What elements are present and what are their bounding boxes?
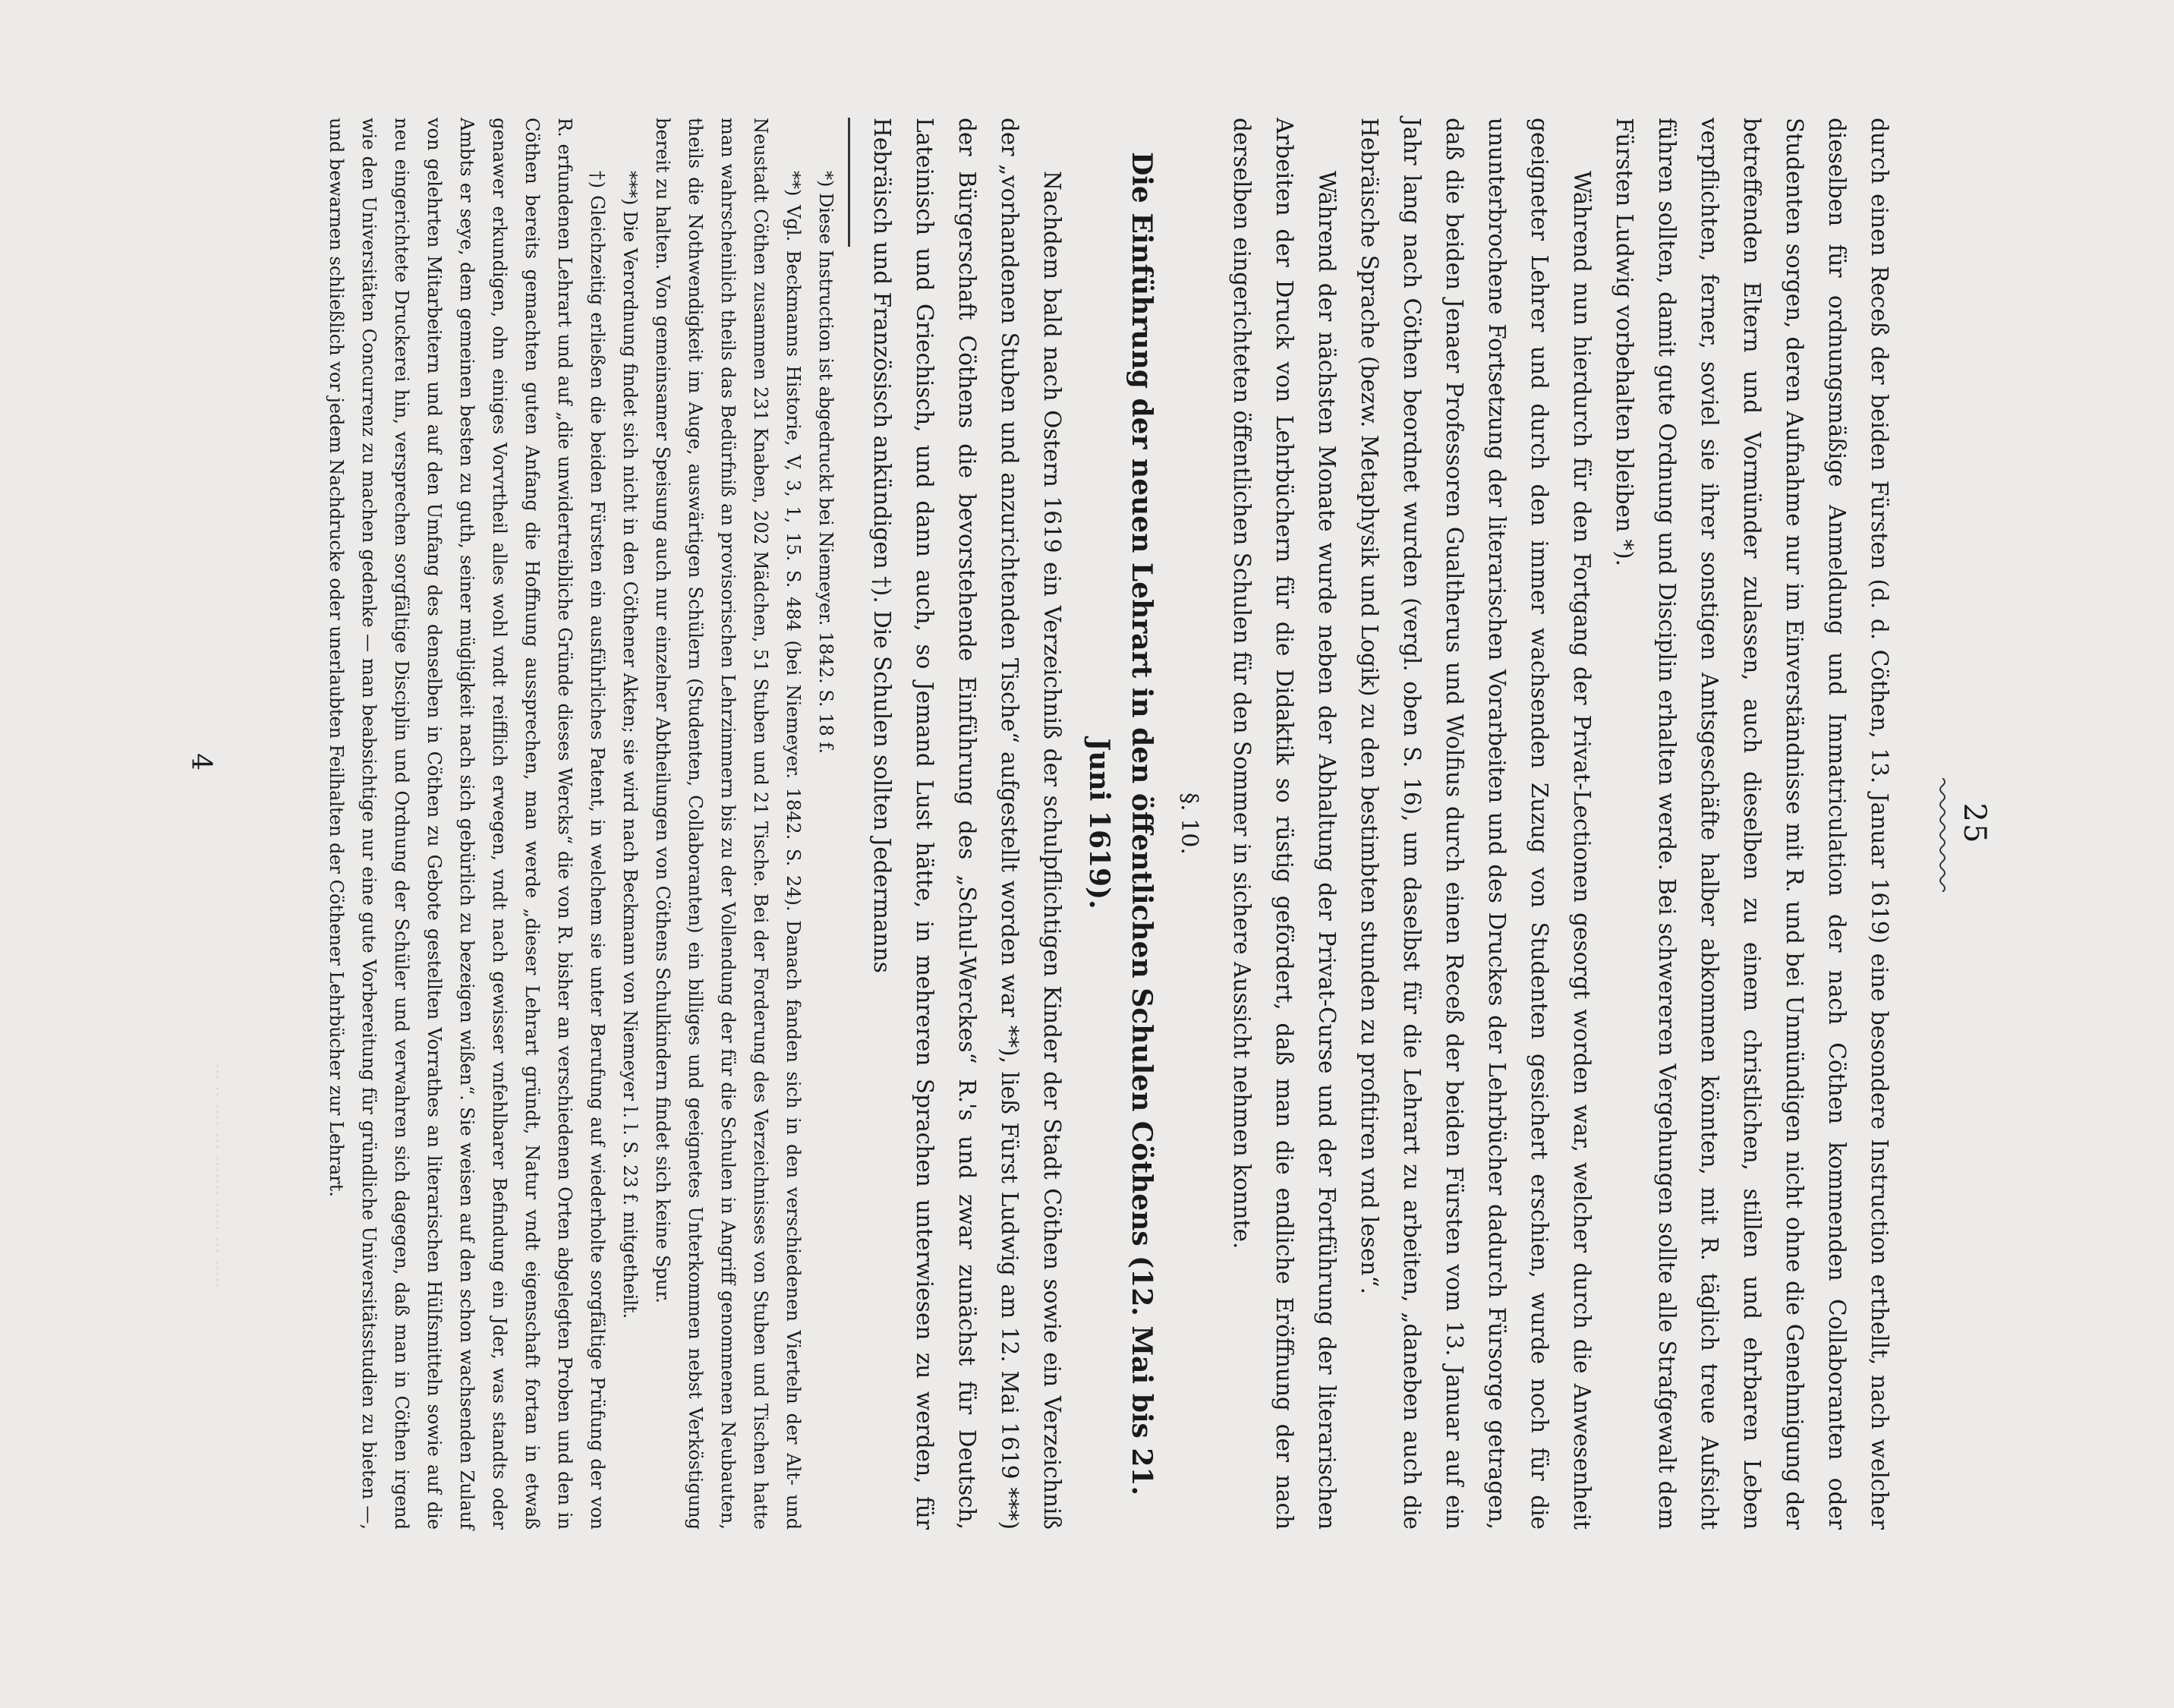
printer-signature-mark: 4 bbox=[185, 753, 216, 770]
paragraph: Während der nächsten Monate wurde neben der Abhaltung der Privat-Curse und der Fortführung der literarischen Arbeiten der Druck von Lehrbüchern für die Didaktik so rüstig gefördert, daß man die endliche Eröffnung der nach derselben eingerichteten öffentlichen Schulen für den Sommer in sichere Aussicht nehmen konnte. bbox=[1229, 118, 1340, 1530]
page-body bbox=[320, 118, 1901, 1530]
footnote-divider bbox=[848, 118, 850, 247]
bleed-through-text: ··· ·· ···· ··· ······· ····· ··· ····· bbox=[206, 1063, 228, 1289]
page-number: 25 bbox=[1957, 802, 1992, 845]
footnote: ***) Die Verordnung findet sich nicht in den Cöthener Akten; sie wird nach Beckmann von Niemeyer l. l. S. 23 f. mitgetheilt. bbox=[619, 171, 641, 1319]
ornament-squiggle-icon bbox=[1937, 778, 1948, 892]
paragraph: Nachdem bald nach Ostern 1619 ein Verzeichniß der schulpflichtigen Kinder der Stadt Cöthen sowie ein Verzeichniß der „vorhandenen Stuben und anzurichtenden Tische“ aufgestellt worden war **), ließ Fürst Ludwig am 12. Mai 1619 ***) der Bürgerschaft Cöthens die bevorstehende Einführung des „Schul-Werckes“ R.'s und zwar zunächst für Deutsch, Lateinisch und Griechisch, und dann auch, so Jemand Lust hätte, in mehreren Sprachen unterwiesen zu werden, für Hebräisch und Französisch ankündigen †). Die Schulen sollten Jedermanns bbox=[869, 118, 1065, 1530]
footnote: *) Diese Instruction ist abgedruckt bei Niemeyer. 1842. S. 18 f. bbox=[815, 171, 837, 755]
footnote: **) Vgl. Beckmanns Historie, V, 3, 1, 15. S. 484 (bei Niemeyer. 1842. S. 24). Danach fanden sich in den verschiedenen Vierteln der Alt- und Neustadt Cöthen zusammen 231 Knaben, 202 Mädchen, 51 Stuben und 21 Tische. Bei der Forderung des Verzeichnisses von Stuben und Tischen hatte man wahrscheinlich theils das Bedürfniß an provisorischen Lehrzimmern bis zu der Vollendung der für die Schulen in Angriff genommenen Neubauten, theils die Nothwendigkeit im Auge, auswärtigen Schülern (Studenten, Collaboranten) ein billiges und geeignetes Unterkommen nebst Verköstigung bereit zu halten. Von gemeinsamer Speisung auch nur einzelner Abtheilungen von Cöthens Schulkindern findet sich keine Spur. bbox=[652, 118, 804, 1530]
paragraph: Während nun hierdurch für den Fortgang der Privat-Lectionen gesorgt worden war, welcher durch die Anwesenheit geeigneter Lehrer und durch den immer wachsenden Zuzug von Studenten gesichert erschien, wurde noch für die ununterbrochene Fortsetzung der literarischen Vorarbeiten und des Druckes der Lehrbücher dadurch Fürsorge getragen, daß die beiden Jenaer Professoren Gualtherus und Wolfius durch einen Receß der beiden Fürsten vom 13. Januar auf ein Jahr lang nach Cöthen beordnet wurden (vergl. oben S. 16), um daselbst für die Lehrart zu arbeiten, „daneben auch die Hebräische Sprache (bezw. Metaphysik und Logik) zu den bestimbten stunden zu profitiren vnd lesen“. bbox=[1356, 118, 1595, 1530]
document-page bbox=[185, 118, 1992, 1530]
footnote: †) Gleichzeitig erließen die beiden Fürsten ein ausführliches Patent, in welchem sie unter Berufung auf wiederholte sorgfältige Prüfung der von R. erfundenen Lehrart und auf „die unwidertreibliche Gründe dieses Wercks“ die von R. bisher an verschiedenen Orten abgelegten Proben und den in Cöthen bereits gemachten guten Anfang die Hoffnung aussprechen, man werde „dieser Lehrart gründt, Natur vndt eigenschaft fortan in etwaß genawer erkundigen, ohn einiges Vorvrtheil alles wohl vndt reifflich erwegen, vndt nach gewisser vnfehlbarer Befindung ein Jder, was standts oder Ambts er seye, dem gemeinen besten zu guth, seiner mügligkeit nach sich gebürlich zu bezeigen wißen“. Sie weisen auf den schon wachsenden Zulauf von gelehrten Mitarbeitern und auf den Umfang des denselben in Cöthen zu Gebote gestellten Vorrathes an literarischen Hülfsmitteln sowie auf die neu eingerichtete Druckerei hin, versprechen sorgfältige Disciplin und Ordnung der Schüler und verwahren sich dagegen, daß man in Cöthen irgend wie den Universitäten Concurrenz zu machen gedenke — man beabsichtige nur eine gute Vorbereitung für gründliche Universitätsstudien zu bieten —, und bewarnen schließlich vor jedem Nachdrucke oder unerlaubten Feilhalten der Cöthener Lehrbücher zur Lehrart. bbox=[326, 118, 608, 1530]
footnotes bbox=[320, 118, 842, 1530]
paragraph: durch einen Receß der beiden Fürsten (d. d. Cöthen, 13. Januar 1619) eine besondere Instruction erthellt, nach welcher dieselben für ordnungsmäßige Anmeldung und Immatriculation der nach Cöthen kommenden Collaboranten oder Studenten sorgen, deren Aufnahme nur im Einverständnisse mit R. und bei Unmündigen nicht ohne die Genehmigung der betreffenden Eltern und Vormünder zulassen, auch dieselben zu einem christlichen, stillen und ehrbaren Leben verpflichten, ferner, soviel sie ihrer sonstigen Amtsgeschäfte halber abkommen könnten, mit R. täglich treue Aufsicht führen sollten, damit gute Ordnung und Disciplin erhalten werde. Bei schwereren Vergehungen sollte alle Strafgewalt dem Fürsten Ludwig vorbehalten bleiben *). bbox=[1612, 118, 1892, 1530]
section-heading: Die Einführung der neuen Lehrart in den öffentlichen Schulen Cöthens (12. Mai bis 21. Juni 1619). bbox=[1083, 152, 1158, 1495]
section-number: §. 10. bbox=[1176, 793, 1202, 855]
